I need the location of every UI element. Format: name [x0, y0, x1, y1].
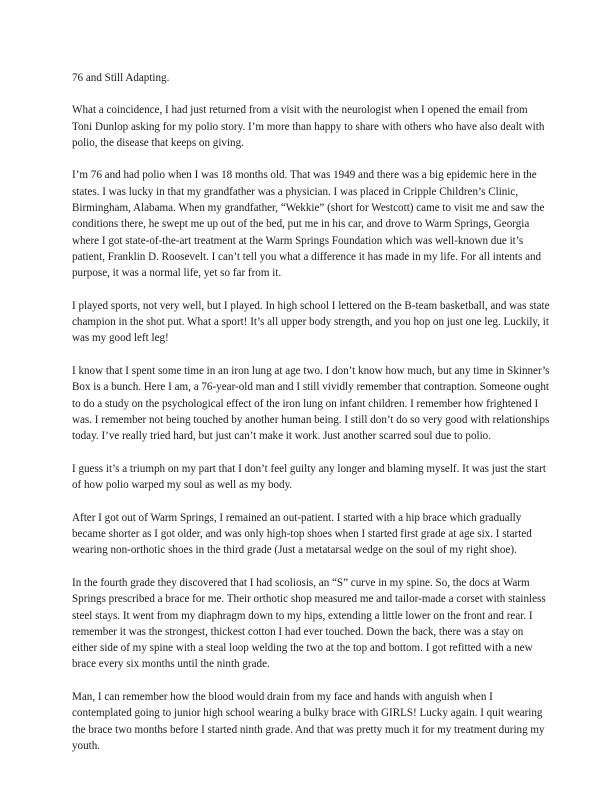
paragraph-sports: I played sports, not very well, but I played. In high school I lettered on the B-team basketball, and was state champion in the shot put. What a sport! It’s all upper body strength, and you hop on just one leg. Luckily, it was my good left leg!: [72, 299, 550, 345]
paragraph-triumph: I guess it’s a triumph on my part that I don’t feel guilty any longer and blaming myself. It was just the start of how polio warped my soul as well as my body.: [72, 462, 546, 492]
paragraph-out-patient: After I got out of Warm Springs, I remained an out-patient. I started with a hip brace which gradually became shorter as I got older, and was only high-top shoes when I started first grade at age six. I started wearing non-orthotic shoes in the third grade (Just a metatarsal wedge on the soul of my right shoe).: [72, 511, 532, 557]
document-title: 76 and Still Adapting.: [72, 72, 170, 84]
document-page: [72, 70, 550, 770]
paragraph-polio-history: I’m 76 and had polio when I was 18 months old. That was 1949 and there was a big epidemic here in the states. I was lucky in that my grandfather was a physician. I was placed in Cripple Children’s Clinic, Birmingham, Alabama. When my grandfather, “Wekkie” (short for Westcott) came to visit me and saw the conditions there, he swept me up out of the bed, put me in his car, and drove to Warm Springs, Georgia where I got state-of-the-art treatment at the Warm Springs Foundation which was well-known due it’s patient, Franklin D. Roosevelt. I can’t tell you what a difference it has made in my life. For all intents and purpose, it was a normal life, yet so far from it.: [72, 169, 545, 280]
paragraph-junior-high: Man, I can remember how the blood would drain from my face and hands with anguish when I contemplated going to junior high school wearing a bulky brace with GIRLS! Lucky again. I quit wearing the brace two months before I started ninth grade. And that was pretty much it for my treatment during my youth.: [72, 690, 545, 752]
paragraph-iron-lung: I know that I spent some time in an iron lung at age two. I don’t know how much, but any time in Skinner’s Box is a bunch. Here I am, a 76-year-old man and I still vividly remember that contraption. Someone ought to do a study on the psychological effect of the iron lung on infant children. I remember how frightened I was. I remember not being touched by another human being. I still don’t do so very good with relationships today. I’ve really tried hard, but just can’t make it work. Just another scarred soul due to polio.: [72, 365, 550, 443]
paragraph-scoliosis: In the fourth grade they discovered that I had scoliosis, an “S” curve in my spine. So, the docs at Warm Springs prescribed a brace for me. Their orthotic shop measured me and tailor-made a corset with stainless steel stays. It went from my diaphragm down to my hips, extending a little lower on the front and rear. I remember it was the strongest, thickest cotton I had ever touched. Down the back, there was a stay on either side of my spine with a steal loop welding the two at the top and bottom. I got refitted with a new brace every six months until the ninth grade.: [72, 576, 546, 671]
paragraph-coincidence: What a coincidence, I had just returned from a visit with the neurologist when I opened the email from Toni Dunlop asking for my polio story. I’m more than happy to share with others who have also dealt with polio, the disease that keeps on giving.: [72, 104, 545, 149]
